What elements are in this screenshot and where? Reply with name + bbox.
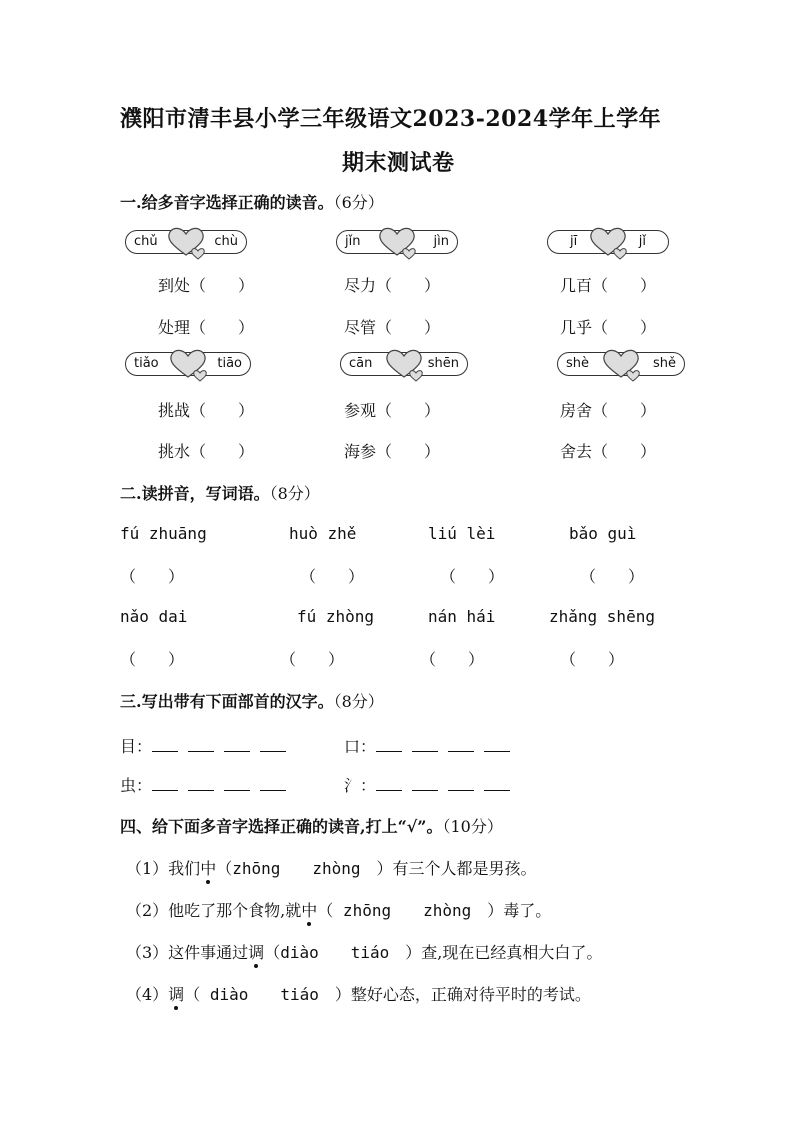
question-1 <box>126 856 537 879</box>
write-blank[interactable] <box>484 737 510 752</box>
answer-blank[interactable]: （ ） <box>560 650 625 669</box>
q1-target-char: 中 <box>200 859 217 878</box>
section-4-title: 四、给下面多音字选择正确的读音,打上“√”。 <box>120 817 443 836</box>
q4-prefix: （4） <box>126 985 169 1004</box>
write-blank[interactable] <box>152 737 178 752</box>
pinyin-prompt: bǎo guì <box>569 524 637 543</box>
exam-title-line-2: 期末测试卷 <box>342 150 455 176</box>
write-blank[interactable] <box>224 737 250 752</box>
word-item: 房舍（ ） <box>560 401 657 420</box>
pinyin-option-right: shēn <box>427 356 459 371</box>
pinyin-option-left: tiǎo <box>134 356 159 371</box>
word-item: 到处（ ） <box>158 276 255 295</box>
q3-suffix: 查,现在已经真相大白了。 <box>421 943 603 962</box>
section-3-points: （8分） <box>333 692 384 711</box>
pinyin-option-right: shě <box>652 356 676 371</box>
answer-blank[interactable]: （ ） <box>420 650 485 669</box>
q2-suffix: 毒了。 <box>503 901 552 920</box>
pinyin-pill-2 <box>336 230 458 254</box>
q4-suffix: 整好心态，正确对待平时的考试。 <box>350 985 591 1004</box>
q2-options[interactable]: （ zhōng zhòng ） <box>317 901 504 920</box>
pinyin-option-left: shè <box>566 356 590 371</box>
pinyin-prompt: fú zhuāng <box>120 524 207 543</box>
pinyin-prompt: fú zhòng <box>297 607 375 626</box>
pinyin-option-left: jī <box>570 234 578 249</box>
section-1-points: （6分） <box>333 193 384 212</box>
question-3 <box>126 940 602 963</box>
word-item: 尽管（ ） <box>344 318 441 337</box>
section-4-points: （10分） <box>442 817 503 836</box>
radical-label: 目： <box>120 737 153 756</box>
write-blank[interactable] <box>376 737 402 752</box>
q2-prefix: （2）他吃了那个食物,就 <box>126 901 302 920</box>
heart-icon <box>382 347 426 383</box>
question-4 <box>126 982 591 1005</box>
heart-icon <box>599 347 643 383</box>
write-blank[interactable] <box>224 776 250 791</box>
pinyin-prompt: nǎo dai <box>120 607 188 626</box>
section-3-heading <box>120 689 384 712</box>
pinyin-pill-4 <box>125 352 251 376</box>
word-item: 挑战（ ） <box>158 401 255 420</box>
q1-suffix: 有三个人都是男孩。 <box>392 859 537 878</box>
pinyin-pill-6 <box>557 352 685 376</box>
q3-prefix: （3）这件事通过 <box>126 943 249 962</box>
answer-blank[interactable]: （ ） <box>300 567 365 586</box>
section-2-title: 二.读拼音，写词语。 <box>120 484 270 503</box>
word-item: 几乎（ ） <box>560 318 657 337</box>
word-item: 舍去（ ） <box>560 442 657 461</box>
answer-blank[interactable]: （ ） <box>280 650 345 669</box>
write-blank[interactable] <box>188 776 214 791</box>
pinyin-option-right: tiāo <box>217 356 242 371</box>
write-blank[interactable] <box>260 776 286 791</box>
write-blank[interactable] <box>412 737 438 752</box>
section-3-title: 三.写出带有下面部首的汉字。 <box>120 692 334 711</box>
write-blank[interactable] <box>448 776 474 791</box>
radical-label: 虫： <box>120 776 153 795</box>
write-blank[interactable] <box>484 776 510 791</box>
word-item: 挑水（ ） <box>158 442 255 461</box>
answer-blank[interactable]: （ ） <box>580 567 645 586</box>
radical-row <box>120 773 296 796</box>
q4-options[interactable]: （ diào tiáo ） <box>184 985 351 1004</box>
heart-icon <box>166 347 210 383</box>
word-item: 参观（ ） <box>344 401 441 420</box>
answer-blank[interactable]: （ ） <box>120 567 185 586</box>
write-blank[interactable] <box>152 776 178 791</box>
radical-row <box>344 734 520 757</box>
write-blank[interactable] <box>376 776 402 791</box>
section-1-heading <box>120 190 384 213</box>
word-item: 尽力（ ） <box>344 276 441 295</box>
radical-row <box>120 734 296 757</box>
pinyin-prompt: nán hái <box>428 607 496 626</box>
pinyin-option-left: cān <box>349 356 373 371</box>
pinyin-option-right: jìn <box>433 234 449 249</box>
pinyin-pill-3 <box>547 230 669 254</box>
exam-title-line-1: 濮阳市清丰县小学三年级语文2023-2024学年上学年 <box>120 106 662 132</box>
pinyin-prompt: liú lèi <box>428 524 496 543</box>
pinyin-prompt: huò zhě <box>289 524 357 543</box>
pinyin-option-right: jǐ <box>638 234 646 249</box>
q2-target-char: 中 <box>301 901 318 920</box>
pinyin-option-left: chǔ <box>134 234 158 249</box>
write-blank[interactable] <box>412 776 438 791</box>
word-item: 处理（ ） <box>158 318 255 337</box>
heart-icon <box>586 225 630 261</box>
section-2-heading <box>120 481 320 504</box>
heart-icon <box>164 225 208 261</box>
pinyin-option-right: chù <box>214 234 238 249</box>
question-2 <box>126 898 551 921</box>
q1-prefix: （1）我们 <box>126 859 201 878</box>
pinyin-prompt: zhǎng shēng <box>549 607 655 626</box>
section-2-points: （8分） <box>269 484 320 503</box>
q1-options[interactable]: （zhōng zhòng ） <box>216 859 393 878</box>
answer-blank[interactable]: （ ） <box>440 567 505 586</box>
answer-blank[interactable]: （ ） <box>120 650 185 669</box>
write-blank[interactable] <box>448 737 474 752</box>
radical-label: 氵： <box>344 776 377 795</box>
q3-target-char: 调 <box>248 943 265 962</box>
word-item: 海参（ ） <box>344 442 441 461</box>
pinyin-pill-1 <box>125 230 247 254</box>
q3-options[interactable]: （diào tiáo ） <box>264 943 422 962</box>
radical-row <box>344 773 520 796</box>
section-4-heading <box>120 814 503 837</box>
pinyin-option-left: jǐn <box>345 234 361 249</box>
write-blank[interactable] <box>260 737 286 752</box>
radical-label: 口： <box>344 737 377 756</box>
section-1-title: 一.给多音字选择正确的读音。 <box>120 193 334 212</box>
write-blank[interactable] <box>188 737 214 752</box>
pinyin-pill-5 <box>340 352 468 376</box>
q4-target-char: 调 <box>168 985 185 1004</box>
word-item: 几百（ ） <box>560 276 657 295</box>
heart-icon <box>375 225 419 261</box>
